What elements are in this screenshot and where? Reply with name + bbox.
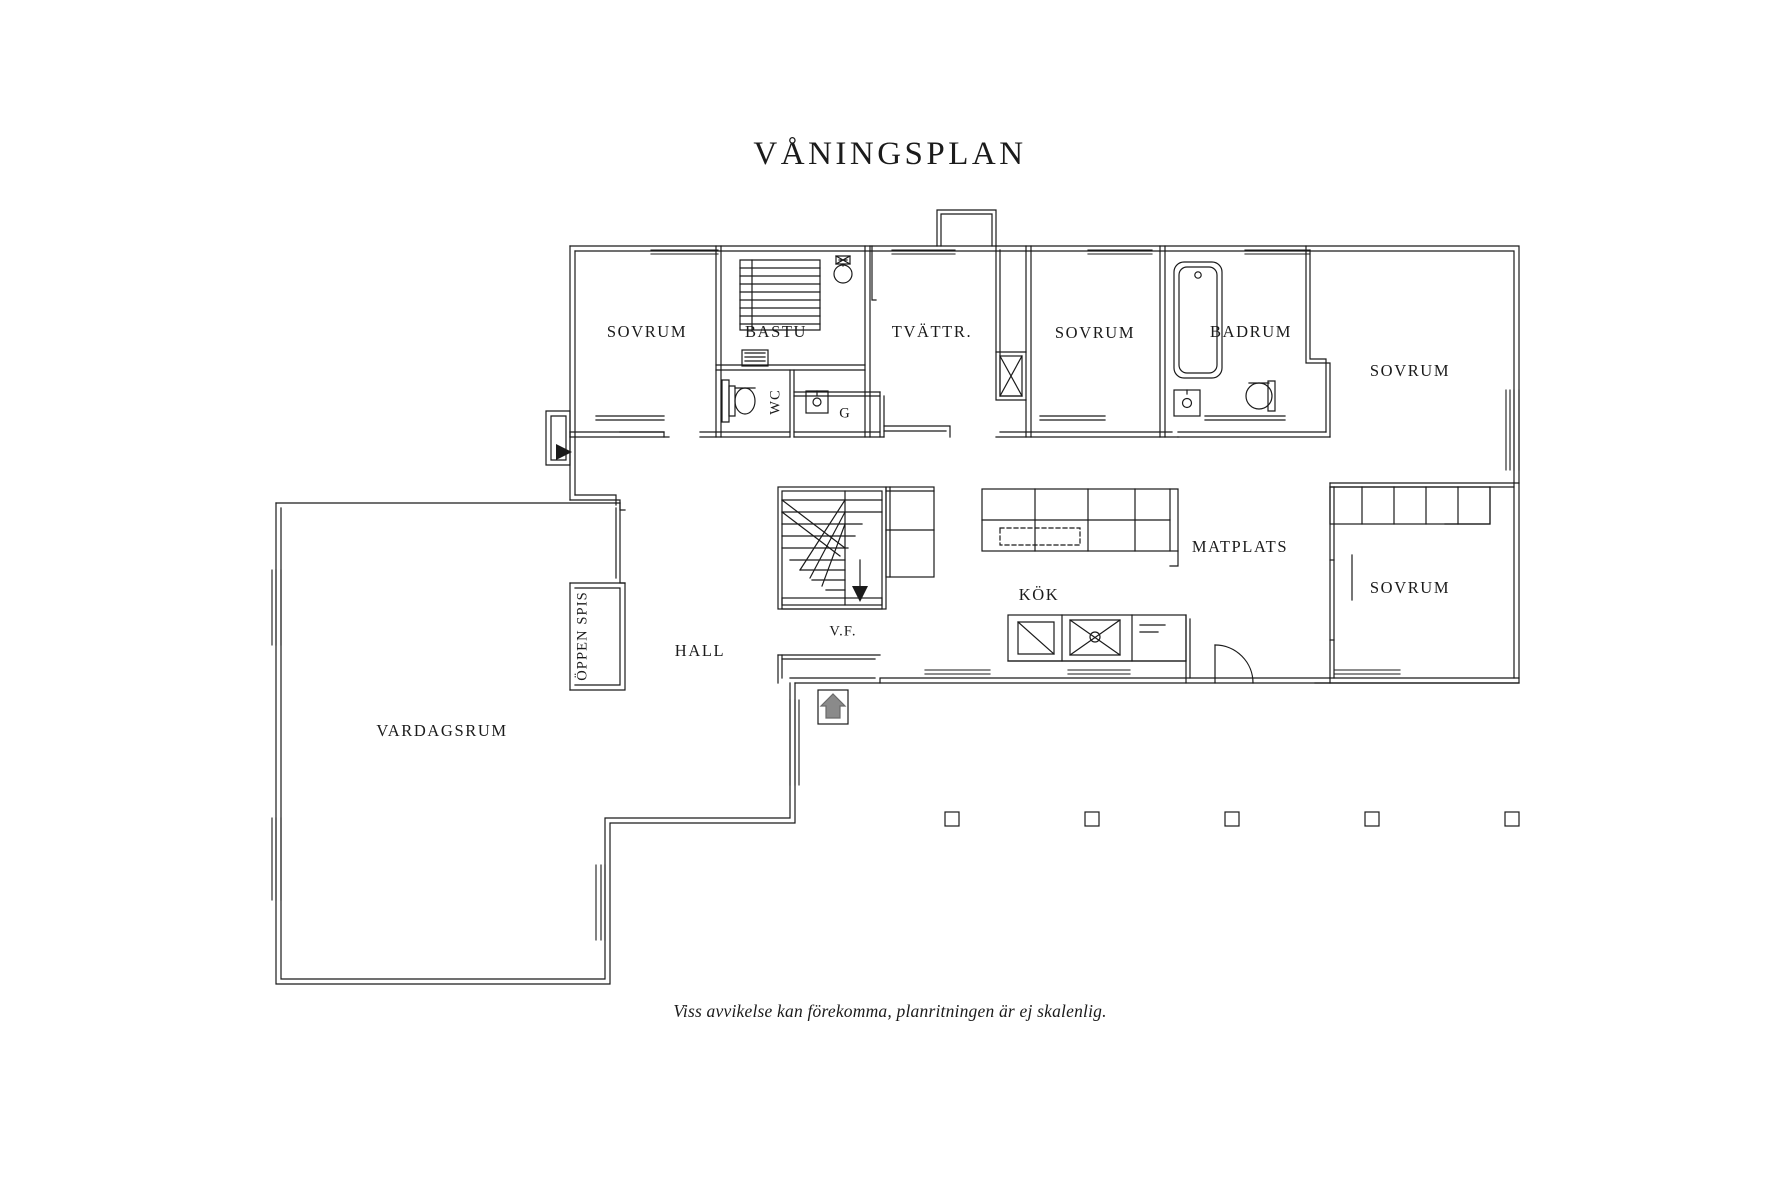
room-label-hall: HALL [674, 641, 726, 660]
page-title: VÅNINGSPLAN [753, 136, 1027, 172]
room-label-vardagsrum: VARDAGSRUM [376, 721, 508, 740]
room-label-bastu: BASTU [744, 322, 808, 341]
disclaimer-text: Viss avvikelse kan förekomma, planritningen är ej skalenlig. [673, 1001, 1107, 1021]
room-label-matplats: MATPLATS [1191, 537, 1289, 556]
room-label-garderob: G [839, 405, 851, 422]
room-label-sovrum-1: SOVRUM [606, 322, 688, 341]
room-label-sovrum-3: SOVRUM [1369, 361, 1451, 380]
room-label-wc: WC [767, 389, 784, 415]
room-label-kok: KÖK [1018, 585, 1060, 604]
room-label-oppen-spis: ÖPPEN SPIS [574, 591, 591, 681]
room-label-badrum: BADRUM [1209, 322, 1293, 341]
room-label-sovrum-4: SOVRUM [1369, 578, 1451, 597]
room-label-vf: V.F. [829, 623, 857, 640]
room-label-tvattr: TVÄTTR. [891, 322, 973, 341]
room-label-sovrum-2: SOVRUM [1054, 323, 1136, 342]
